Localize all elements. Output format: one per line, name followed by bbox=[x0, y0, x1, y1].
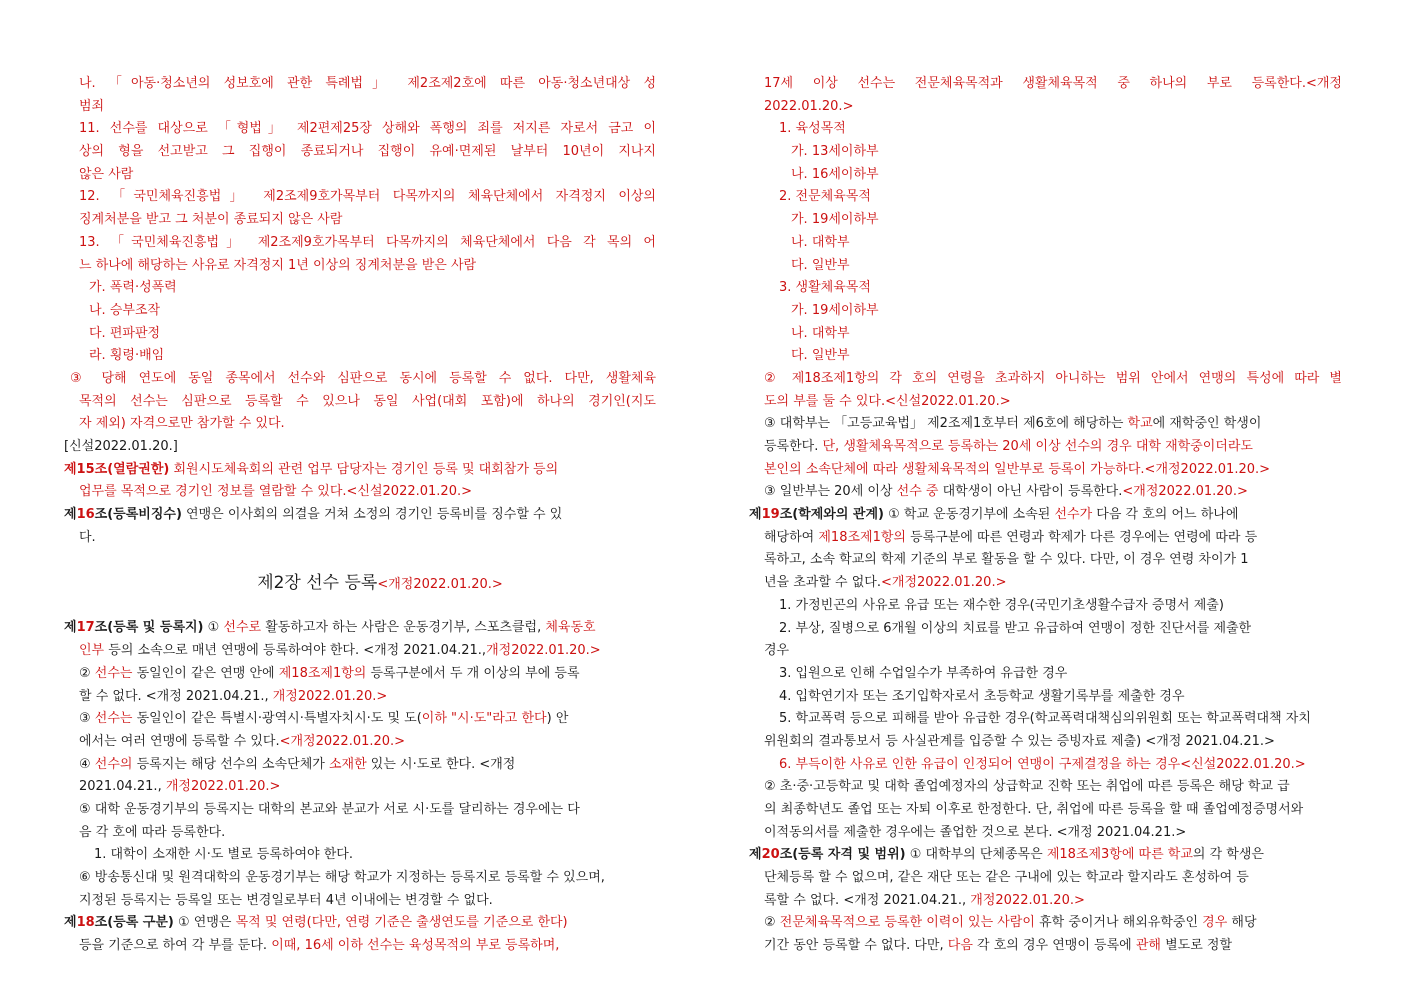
text-span: <개정2022.01.20.> bbox=[1122, 484, 1248, 500]
text-line: 지정된 등록지는 등록일 또는 변경일로부터 4년 이내에는 변경할 수 없다. bbox=[79, 892, 493, 908]
text-line bbox=[64, 776, 656, 799]
text-line: 12. 「국민체육진흥법」 제2조제9호가목부터 다목까지의 체육단체에서 자격정지 이상의 bbox=[79, 189, 656, 205]
article-title: 조(학제와의 관계) bbox=[779, 507, 884, 523]
text-line: ② 초·중·고등학교 및 대학 졸업예정자의 상급학교 진학 또는 취업에 따른 등록은 해당 학교 급 bbox=[764, 779, 1290, 795]
text-line: 단체등록 할 수 없으며, 같은 재단 또는 같은 구내에 있는 학교라 할지라도 혼성하여 등 bbox=[764, 870, 1249, 886]
article-17-heading bbox=[64, 617, 656, 640]
text-span: 인부 bbox=[79, 643, 105, 659]
text-span: 별도로 정할 bbox=[1160, 938, 1233, 954]
text-line: 록하고, 소속 학교의 학제 기준의 부로 활동을 할 수 있다. 다만, 이 경우 연령 차이가 1 bbox=[764, 552, 1249, 568]
text-span: 대학생이 아닌 사람이 등록한다. bbox=[938, 484, 1123, 500]
text-span: ① 학교 운동경기부에 소속된 bbox=[883, 507, 1055, 523]
article-20-heading bbox=[749, 844, 1342, 867]
article-19-heading bbox=[749, 504, 1342, 527]
text-span: <개정2022.01.20.> bbox=[881, 575, 1007, 591]
text-span: 에 재학중인 학생이 bbox=[1152, 416, 1262, 432]
text-line: ⑥ 방송통신대 및 원격대학의 운동경기부는 해당 학교가 지정하는 등록지로 등록할 수 있으며, bbox=[79, 870, 605, 885]
text-line bbox=[749, 481, 1342, 504]
article-prefix: 제 bbox=[64, 915, 77, 931]
article-prefix: 제 bbox=[64, 507, 77, 523]
article-number: 16 bbox=[76, 507, 95, 523]
text-span: ① 대학부의 단체종목은 bbox=[905, 847, 1047, 863]
text-line: 목적의 선수는 심판으로 등록할 수 있으나 동일 사업(대회 포함)에 하나의 경기인(지도 bbox=[79, 393, 656, 409]
text-line: 11. 선수를 대상으로 「형법」 제2편제25장 상해와 폭행의 죄를 저지른 자로서 금고 이 bbox=[79, 121, 656, 137]
article-title: 조(등록비징수) bbox=[94, 507, 182, 523]
text-line: 2. 부상, 질병으로 6개월 이상의 치료를 받고 유급하여 연맹이 정한 진단서를 제출한 bbox=[779, 620, 1252, 636]
text-line: ② 제18조제1항의 각 호의 연령을 초과하지 아니하는 범위 안에서 연맹의 특성에 따라 별 bbox=[764, 370, 1342, 386]
text-line bbox=[64, 640, 656, 663]
text-span: 기간 동안 등록할 수 없다. 다만, bbox=[764, 938, 948, 954]
text-line: 라. 횡령·배임 bbox=[89, 348, 165, 364]
text-span: 해당하여 bbox=[764, 529, 819, 545]
text-line: 느 하나에 해당하는 사유로 자격정지 1년 이상의 징계처분을 받은 사람 bbox=[79, 257, 477, 273]
article-prefix: 제 bbox=[749, 847, 762, 863]
article-16-heading bbox=[64, 504, 656, 527]
text-span: 소재한 bbox=[328, 756, 367, 772]
article-18-heading bbox=[64, 912, 656, 935]
text-line bbox=[64, 686, 656, 709]
text-line bbox=[749, 572, 1342, 595]
text-span: 의 각 학생은 bbox=[1192, 847, 1264, 863]
right-column bbox=[749, 73, 1342, 958]
text-line: 가. 13세이하부 bbox=[791, 144, 879, 160]
text-span: ③ 대학부는 「고등교육법」 제2조제1호부터 제6호에 해당하는 bbox=[764, 416, 1128, 432]
text-line: 자 제외) 자격으로만 참가할 수 있다. bbox=[79, 416, 285, 432]
article-prefix: 제 bbox=[749, 507, 762, 523]
text-line: 나. 승부조작 bbox=[89, 302, 161, 318]
text-span: 선수는 bbox=[94, 711, 133, 727]
text-line: 가. 폭력·성폭력 bbox=[89, 280, 177, 296]
text-span: 체육동호 bbox=[545, 620, 596, 636]
text-span: 목적 및 연령(다만, 연령 기준은 출생연도를 기준으로 한다) bbox=[235, 915, 568, 931]
text-span: 휴학 중이거나 해외유학중인 bbox=[1034, 915, 1203, 931]
text-line: 나. 대학부 bbox=[791, 234, 850, 250]
text-line: 업무를 목적으로 경기인 정보를 열람할 수 있다.<신설2022.01.20.> bbox=[79, 484, 472, 500]
text-span: 개정2022.01.20.> bbox=[272, 688, 388, 704]
text-line: 나. 「아동·청소년의 성보호에 관한 특례법」 제2조제2호에 따른 아동·청소년대상 성 bbox=[79, 76, 656, 91]
text-line: 범죄 bbox=[79, 98, 105, 114]
text-line: 않은 사람 bbox=[79, 166, 134, 182]
text-span: ② bbox=[79, 665, 95, 681]
text-line: 이적동의서를 제출한 경우에는 졸업한 것으로 본다. <개정 2021.04.21.> bbox=[764, 824, 1187, 840]
text-span: ③ bbox=[79, 711, 95, 727]
article-number: 18 bbox=[76, 915, 95, 931]
text-span: 제18조제1항의 bbox=[818, 529, 906, 545]
text-line: 다. 일반부 bbox=[791, 257, 850, 273]
text-line: 음 각 호에 따라 등록한다. bbox=[79, 824, 226, 840]
text-span: 등의 소속으로 매년 연맹에 등록하여야 한다. <개정 2021.04.21., bbox=[104, 643, 487, 659]
text-span: 등록구분에서 두 개 이상의 부에 등록 bbox=[366, 665, 580, 681]
text-span: 선수가 bbox=[1054, 507, 1093, 523]
text-span: 해당 bbox=[1227, 915, 1257, 931]
article-title: 조(등록 및 등록지) bbox=[94, 620, 204, 636]
text-line: 경우 bbox=[764, 643, 790, 659]
text-line: 가. 19세이하부 bbox=[791, 212, 879, 228]
text-line: 다. bbox=[79, 529, 96, 545]
text-span: 다음 bbox=[947, 938, 973, 954]
text-span: 등록지는 해당 선수의 소속단체가 bbox=[132, 756, 329, 772]
text-span: ③ 일반부는 20세 이상 bbox=[764, 484, 897, 500]
text-line: 나. 대학부 bbox=[791, 325, 850, 341]
text-span: 개정2022.01.20.> bbox=[970, 892, 1085, 908]
text-line bbox=[64, 935, 656, 958]
text-line: ③ 당해 연도에 동일 종목에서 선수와 심판으로 동시에 등록할 수 없다. 다만, 생활체육 bbox=[70, 370, 656, 386]
text-line: 5. 학교폭력 등으로 피해를 받아 유급한 경우(학교폭력대책심의위원회 또는 학교폭력대책 자치 bbox=[779, 711, 1311, 727]
text-line bbox=[749, 912, 1342, 935]
text-span: 제18조제3항에 따른 학교 bbox=[1046, 847, 1193, 863]
text-span: 각 호의 경우 연맹이 등록에 bbox=[972, 938, 1136, 954]
text-line: 상의 형을 선고받고 그 집행이 종료되거나 집행이 유예·면제된 날부터 10년이 지나지 bbox=[79, 144, 656, 160]
text-line: 나. 16세이하부 bbox=[791, 166, 879, 182]
chapter-title: 제2장 선수 등록 bbox=[257, 573, 378, 594]
text-line: 가. 19세이하부 bbox=[791, 302, 879, 318]
left-column bbox=[64, 73, 656, 958]
text-span: 등록한다. bbox=[764, 439, 823, 454]
text-line: 3. 생활체육목적 bbox=[779, 280, 871, 296]
article-title: 조(등록 자격 및 범위) bbox=[779, 847, 906, 863]
text-line: 2022.01.20.> bbox=[764, 98, 854, 114]
text-span: 이하 "시·도"라고 한다 bbox=[421, 711, 547, 727]
text-span: 관해 bbox=[1135, 938, 1161, 954]
text-span: 개정2022.01.20.> bbox=[486, 643, 601, 659]
text-line: 17세 이상 선수는 전문체육목적과 생활체육목적 중 하나의 부로 등록한다.<개정 bbox=[764, 76, 1342, 91]
text-line: 4. 입학연기자 또는 조기입학자로서 초등학교 생활기록부를 제출한 경우 bbox=[779, 688, 1185, 704]
text-line: 6. 부득이한 사유로 인한 유급이 인정되어 연맹이 구제결정을 하는 경우<신설2022.01.20.> bbox=[779, 756, 1306, 772]
text-line bbox=[749, 527, 1342, 550]
text-span: 등록구분에 따른 연령과 학제가 다른 경우에는 연령에 따라 등 bbox=[905, 529, 1258, 545]
text-line: 1. 가정빈곤의 사유로 유급 또는 재수한 경우(국민기초생활수급자 증명서 제출) bbox=[779, 597, 1224, 613]
text-span: 이때, 16세 이하 선수는 육성목적의 부로 등록하며, bbox=[271, 938, 560, 954]
text-span: 년을 초과할 수 없다. bbox=[764, 575, 881, 591]
text-span: 연맹은 이사회의 의결을 거쳐 소정의 경기인 등록비를 징수할 수 있 bbox=[181, 507, 563, 523]
text-span: 다음 각 호의 어느 하나에 bbox=[1092, 507, 1239, 523]
text-span: 록할 수 없다. <개정 2021.04.21., bbox=[764, 892, 971, 908]
text-span: 학교 bbox=[1127, 416, 1153, 432]
text-line bbox=[749, 436, 1342, 459]
article-prefix: 제 bbox=[64, 620, 77, 636]
text-line: 다. 편파판정 bbox=[89, 325, 161, 341]
text-line: 3. 입원으로 인해 수업일수가 부족하여 유급한 경우 bbox=[779, 665, 1068, 681]
text-span: 활동하고자 하는 사람은 운동경기부, 스포츠클럽, bbox=[261, 620, 546, 636]
chapter-revision: <개정2022.01.20.> bbox=[377, 577, 503, 593]
text-line bbox=[749, 935, 1342, 958]
text-span: 동일인이 같은 연맹 안에 bbox=[132, 665, 279, 681]
text-span: 전문체육목적으로 등록한 이력이 있는 사람이 bbox=[779, 915, 1035, 931]
article-number: 19 bbox=[761, 507, 780, 523]
text-span: 있는 시·도로 한다. <개정 bbox=[366, 756, 516, 772]
text-line: 다. 일반부 bbox=[791, 348, 850, 364]
text-line: 의 최종학년도 졸업 또는 자퇴 이후로 한정한다. 단, 취업에 따른 등록을 할 때 졸업예정증명서와 bbox=[764, 802, 1304, 817]
text-span: ① 연맹은 bbox=[173, 915, 236, 931]
text-span: 경우 bbox=[1202, 915, 1228, 931]
text-line: 본인의 소속단체에 따라 생활체육목적의 일반부로 등록이 가능하다.<개정2022.01.20.> bbox=[764, 461, 1271, 477]
text-line: [신설2022.01.20.] bbox=[64, 439, 178, 454]
article-number: 17 bbox=[76, 620, 95, 636]
article-title: 조(등록 구분) bbox=[94, 915, 174, 931]
text-span: ① bbox=[203, 620, 224, 636]
text-span: 단, 생활체육목적으로 등록하는 20세 이상 선수의 경우 대학 재학중이더라도 bbox=[822, 439, 1253, 454]
text-span: 선수 중 bbox=[896, 484, 939, 500]
text-span: 에서는 여러 연맹에 등록할 수 있다. bbox=[79, 733, 280, 749]
chapter-heading bbox=[64, 549, 656, 617]
article-15-heading bbox=[64, 459, 656, 482]
text-line bbox=[749, 413, 1342, 436]
text-span: 선수로 bbox=[223, 620, 262, 636]
text-line bbox=[64, 754, 656, 777]
text-line bbox=[64, 731, 656, 754]
text-line bbox=[749, 890, 1342, 913]
text-span: ④ bbox=[79, 756, 95, 772]
text-line: 위원회의 결과통보서 등 사실관계를 입증할 수 있는 증빙자료 제출) <개정 2021.04.21.> bbox=[764, 733, 1275, 749]
text-line: 2. 전문체육목적 bbox=[779, 189, 871, 205]
text-line: 도의 부를 둘 수 있다.<신설2022.01.20.> bbox=[764, 393, 1011, 409]
text-span: 할 수 없다. <개정 2021.04.21., bbox=[79, 688, 273, 704]
text-span: 선수는 bbox=[94, 665, 133, 681]
text-span: 동일인이 같은 특별시·광역시·특별자치시·도 및 도( bbox=[132, 711, 422, 727]
text-span: 회원시도체육회의 관련 업무 담당자는 경기인 등록 및 대회참가 등의 bbox=[169, 461, 559, 477]
text-span: ② bbox=[764, 915, 780, 931]
text-line: ⑤ 대학 운동경기부의 등록지는 대학의 본교와 분교가 서로 시·도를 달리하는 경우에는 다 bbox=[79, 801, 580, 817]
text-span: 제18조제1항의 bbox=[278, 665, 367, 681]
text-span: 개정2022.01.20.> bbox=[165, 779, 281, 795]
text-line: 1. 육성목적 bbox=[779, 121, 846, 137]
article-number: 제15조(열람권한) bbox=[64, 461, 170, 477]
text-span: 2021.04.21., bbox=[79, 779, 166, 795]
text-line: 1. 대학이 소재한 시·도 별로 등록하여야 한다. bbox=[94, 847, 353, 863]
text-line bbox=[64, 663, 656, 686]
text-span: 선수의 bbox=[94, 756, 133, 772]
text-span: 등을 기준으로 하여 각 부를 둔다. bbox=[79, 938, 272, 954]
text-line: 징계처분을 받고 그 처분이 종료되지 않은 사람 bbox=[79, 212, 343, 228]
text-span: ) 안 bbox=[546, 711, 569, 727]
text-span: <개정2022.01.20.> bbox=[279, 733, 406, 749]
text-line bbox=[64, 708, 656, 731]
article-number: 20 bbox=[761, 847, 780, 863]
text-line: 13. 「국민체육진흥법」 제2조제9호가목부터 다목까지의 체육단체에서 다음 각 목의 어 bbox=[79, 234, 656, 250]
